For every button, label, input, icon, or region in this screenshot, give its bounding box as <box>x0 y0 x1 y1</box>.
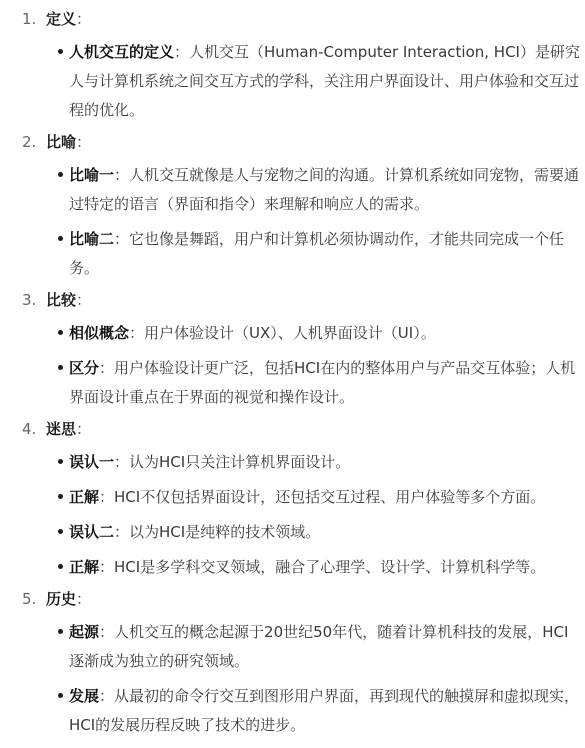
point-separator: ： <box>99 623 115 641</box>
list-item <box>46 618 585 676</box>
point-list <box>46 38 585 125</box>
section-number: 5. <box>22 590 37 608</box>
bullet-icon <box>58 330 63 335</box>
section-number: 1. <box>22 10 37 28</box>
section-title: 历史 <box>46 590 77 608</box>
list-item <box>46 319 585 348</box>
section-heading <box>22 131 585 153</box>
list-item <box>46 38 585 125</box>
list-item <box>46 161 585 219</box>
point-term: 比喻二 <box>69 230 115 248</box>
section-colon: ： <box>76 10 92 28</box>
section-colon: ： <box>76 590 92 608</box>
list-item <box>46 553 585 582</box>
list-item <box>46 225 585 283</box>
section-history <box>0 588 585 740</box>
bullet-icon <box>58 459 63 464</box>
point-separator: ： <box>99 558 115 576</box>
section-definition <box>0 8 585 125</box>
list-item <box>46 448 585 477</box>
point-separator: ： <box>174 43 190 61</box>
section-metaphor <box>0 131 585 283</box>
point-text: 认为HCI只关注计算机界面设计。 <box>129 453 351 471</box>
point-list <box>46 319 585 412</box>
point-term: 正解 <box>69 488 100 506</box>
section-title: 定义 <box>46 10 77 28</box>
point-term: 误认二 <box>69 523 115 541</box>
section-colon: ： <box>76 291 92 309</box>
point-list <box>46 448 585 582</box>
point-text: HCI是多学科交叉领域，融合了心理学、设计学、计算机科学等。 <box>114 558 546 576</box>
bullet-icon <box>58 494 63 499</box>
section-colon: ： <box>76 133 92 151</box>
point-text: 以为HCI是纯粹的技术领域。 <box>129 523 321 541</box>
list-item <box>46 518 585 547</box>
point-separator: ： <box>99 488 115 506</box>
bullet-icon <box>58 629 63 634</box>
point-text: 人机交互（Human-Computer Interaction, HCI）是研究人与计算机系统之间交互方式的学科，关注用户界面设计、用户体验和交互过程的优化。 <box>69 43 580 119</box>
point-term: 区分 <box>69 359 100 377</box>
list-item <box>46 483 585 512</box>
point-text: HCI不仅包括界面设计，还包括交互过程、用户体验等多个方面。 <box>114 488 546 506</box>
section-title: 迷思 <box>46 420 77 438</box>
bullet-icon <box>58 365 63 370</box>
point-text: 人机交互的概念起源于20世纪50年代，随着计算机科技的发展，HCI逐渐成为独立的研究领域。 <box>69 623 569 670</box>
point-term: 误认一 <box>69 453 115 471</box>
point-term: 起源 <box>69 623 100 641</box>
section-title: 比喻 <box>46 133 77 151</box>
point-term: 人机交互的定义 <box>69 43 175 61</box>
bullet-icon <box>58 529 63 534</box>
point-separator: ： <box>99 687 115 705</box>
point-text: 它也像是舞蹈，用户和计算机必须协调动作，才能共同完成一个任务。 <box>69 230 565 277</box>
point-separator: ： <box>114 230 130 248</box>
section-comparison <box>0 289 585 412</box>
section-colon: ： <box>76 420 92 438</box>
point-text: 人机交互就像是人与宠物之间的沟通。计算机系统如同宠物，需要通过特定的语言（界面和指令）来理解和响应人的需求。 <box>69 166 580 213</box>
point-separator: ： <box>129 324 145 342</box>
point-separator: ： <box>114 523 130 541</box>
bullet-icon <box>58 49 63 54</box>
point-text: 从最初的命令行交互到图形用户界面，再到现代的触摸屏和虚拟现实，HCI的发展历程反映了技术的进步。 <box>69 687 580 734</box>
section-heading <box>22 588 585 610</box>
point-list <box>46 161 585 283</box>
list-item <box>46 354 585 412</box>
point-term: 正解 <box>69 558 100 576</box>
section-number: 2. <box>22 133 37 151</box>
bullet-icon <box>58 693 63 698</box>
section-title: 比较 <box>46 291 77 309</box>
point-term: 比喻一 <box>69 166 115 184</box>
section-heading <box>22 8 585 30</box>
section-heading <box>22 289 585 311</box>
point-text: 用户体验设计（UX）、人机界面设计（UI）。 <box>144 324 436 342</box>
section-myths <box>0 418 585 582</box>
section-number: 3. <box>22 291 37 309</box>
point-separator: ： <box>114 166 130 184</box>
section-heading <box>22 418 585 440</box>
point-term: 发展 <box>69 687 100 705</box>
point-term: 相似概念 <box>69 324 130 342</box>
list-item <box>46 682 585 740</box>
bullet-icon <box>58 236 63 241</box>
point-separator: ： <box>114 453 130 471</box>
bullet-icon <box>58 564 63 569</box>
point-list <box>46 618 585 740</box>
point-separator: ： <box>99 359 115 377</box>
section-list <box>0 8 585 740</box>
section-number: 4. <box>22 420 37 438</box>
point-text: 用户体验设计更广泛，包括HCI在内的整体用户与产品交互体验；人机界面设计重点在于界面的视觉和操作设计。 <box>69 359 576 406</box>
bullet-icon <box>58 172 63 177</box>
